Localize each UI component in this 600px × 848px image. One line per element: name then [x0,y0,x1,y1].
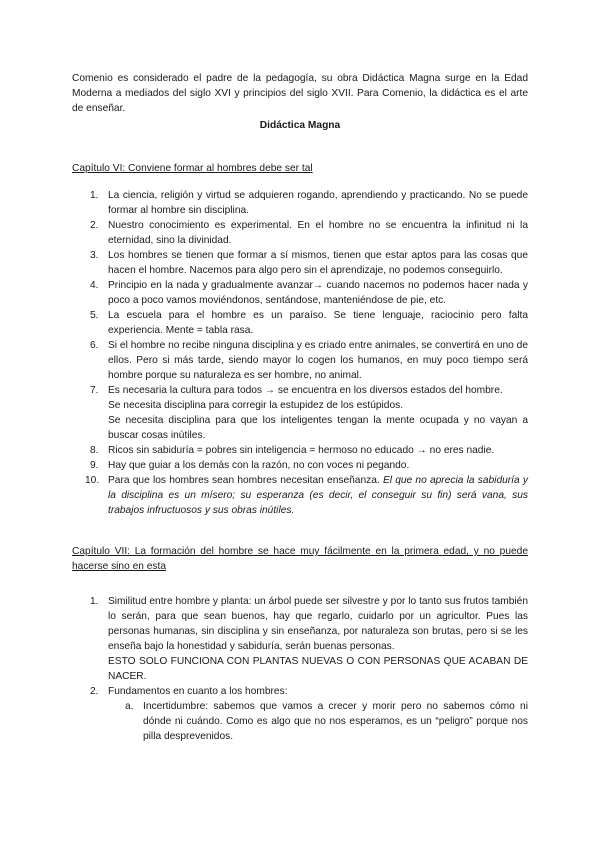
list-item [72,338,528,383]
item-text: Para que los hombres sean hombres necesitan enseñanza. [108,475,380,486]
sub-list [72,699,528,744]
document-page [72,71,528,744]
list-item [72,188,528,218]
list-item [72,443,528,458]
item-subtext: Se necesita disciplina para que los inteligentes tengan la mente ocupada y no vayan a buscar cosas inútiles. [108,415,528,441]
sub-item-text: Incertidumbre: sabemos que vamos a crecer y morir pero no sabemos cómo ni dónde ni cuándo. Como es algo que no nos esperamos, es un “peligro” porque nos pilla desprevenidos. [143,701,528,742]
item-text: Nuestro conocimiento es experimental. En el hombre no se encuentra la infinitud ni la eternidad, sino la divinidad. [108,220,528,246]
item-number: 9. [90,460,99,471]
item-text: Los hombres se tienen que formar a sí mismos, tienen que estar aptos para las cosas que hacen el hombre. Nacemos para algo pero sin el aprendizaje, no podemos conseguirlo. [108,250,528,276]
sub-list-item [72,699,528,744]
item-text: Similitud entre hombre y planta: un árbol puede ser silvestre y por lo tanto sus frutos también lo serán, para que sean buenos, hay que regarlo, cuidarlo por un agricultor. Pues las personas humanas, sin disciplina y sin enseñanza, por naturaleza son brutas, pero si se les enseña bajo la honestidad y sabiduría, serán buenas personas. [108,596,528,652]
item-subtext: Se necesita disciplina para corregir la estupidez de los estúpidos. [108,400,404,411]
item-text: La escuela para el hombre es un paraíso. Se tiene lenguaje, raciocinio pero falta experiencia. Mente = tabla rasa. [108,310,528,336]
item-number: 3. [90,250,99,261]
item-number: 7. [90,385,99,396]
list-item [72,458,528,473]
chapter-6-list [72,188,528,518]
list-item [72,684,528,744]
document-title: Didáctica Magna [259,120,341,131]
item-text: Fundamentos en cuanto a los hombres: [108,686,288,697]
item-number: 10. [85,475,100,486]
list-item [72,594,528,684]
item-text: Si el hombre no recibe ninguna disciplina y es criado entre animales, se convertirá en uno de ellos. Pero si más tarde, siendo mayor lo cogen los humanos, en muy poco tiempo será hombre porque su naturaleza es ser hombre, no animal. [108,340,528,381]
item-caps-note: ESTO SOLO FUNCIONA CON PLANTAS NUEVAS O CON PERSONAS QUE ACABAN DE NACER. [108,656,528,682]
item-text: Principio en la nada y gradualmente avanzar→ cuando nacemos no podemos hacer nada y poco a poco vamos moviéndonos, sentándose, manteniéndose de pie, etc. [108,280,528,306]
chapter-6-heading: Capítulo VI: Conviene formar al hombres debe ser tal [72,163,313,174]
item-number: 6. [90,340,99,351]
list-item [72,473,528,518]
list-item [72,308,528,338]
item-number: 5. [90,310,99,321]
item-number: 8. [90,445,99,456]
item-quote: El que no aprecia la sabiduría y la disciplina es un mísero; su esperanza (es decir, el conseguir su fin) será vana, sus trabajos infructuosos y sus obras inútiles. [108,475,528,516]
item-text: Ricos sin sabiduría = pobres sin inteligencia = hermoso no educado → no eres nadie. [108,445,495,456]
list-item [72,278,528,308]
item-number: 1. [90,596,99,607]
item-number: 1. [90,190,99,201]
item-number: 2. [90,686,99,697]
chapter-7-list [72,594,528,744]
list-item [72,248,528,278]
item-text: Hay que guiar a los demás con la razón, no con voces ni pegando. [108,460,410,471]
intro-paragraph: Comenio es considerado el padre de la pedagogía, su obra Didáctica Magna surge en la Edad Moderna a mediados del siglo XVI y principios del siglo XVII. Para Comenio, la didáctica es el arte de enseñar. [72,73,528,114]
list-item [72,218,528,248]
item-number: 2. [90,220,99,231]
item-text: La ciencia, religión y virtud se adquieren rogando, aprendiendo y practicando. No se puede formar al hombre sin disciplina. [108,190,528,216]
list-item [72,383,528,443]
chapter-7-heading: Capítulo VII: La formación del hombre se hace muy fácilmente en la primera edad, y no puede hacerse sino en esta [72,546,528,572]
item-number: 4. [90,280,99,291]
sub-item-letter: a. [125,701,134,712]
item-text: Es necesaria la cultura para todos → se encuentra en los diversos estados del hombre. [108,385,503,396]
